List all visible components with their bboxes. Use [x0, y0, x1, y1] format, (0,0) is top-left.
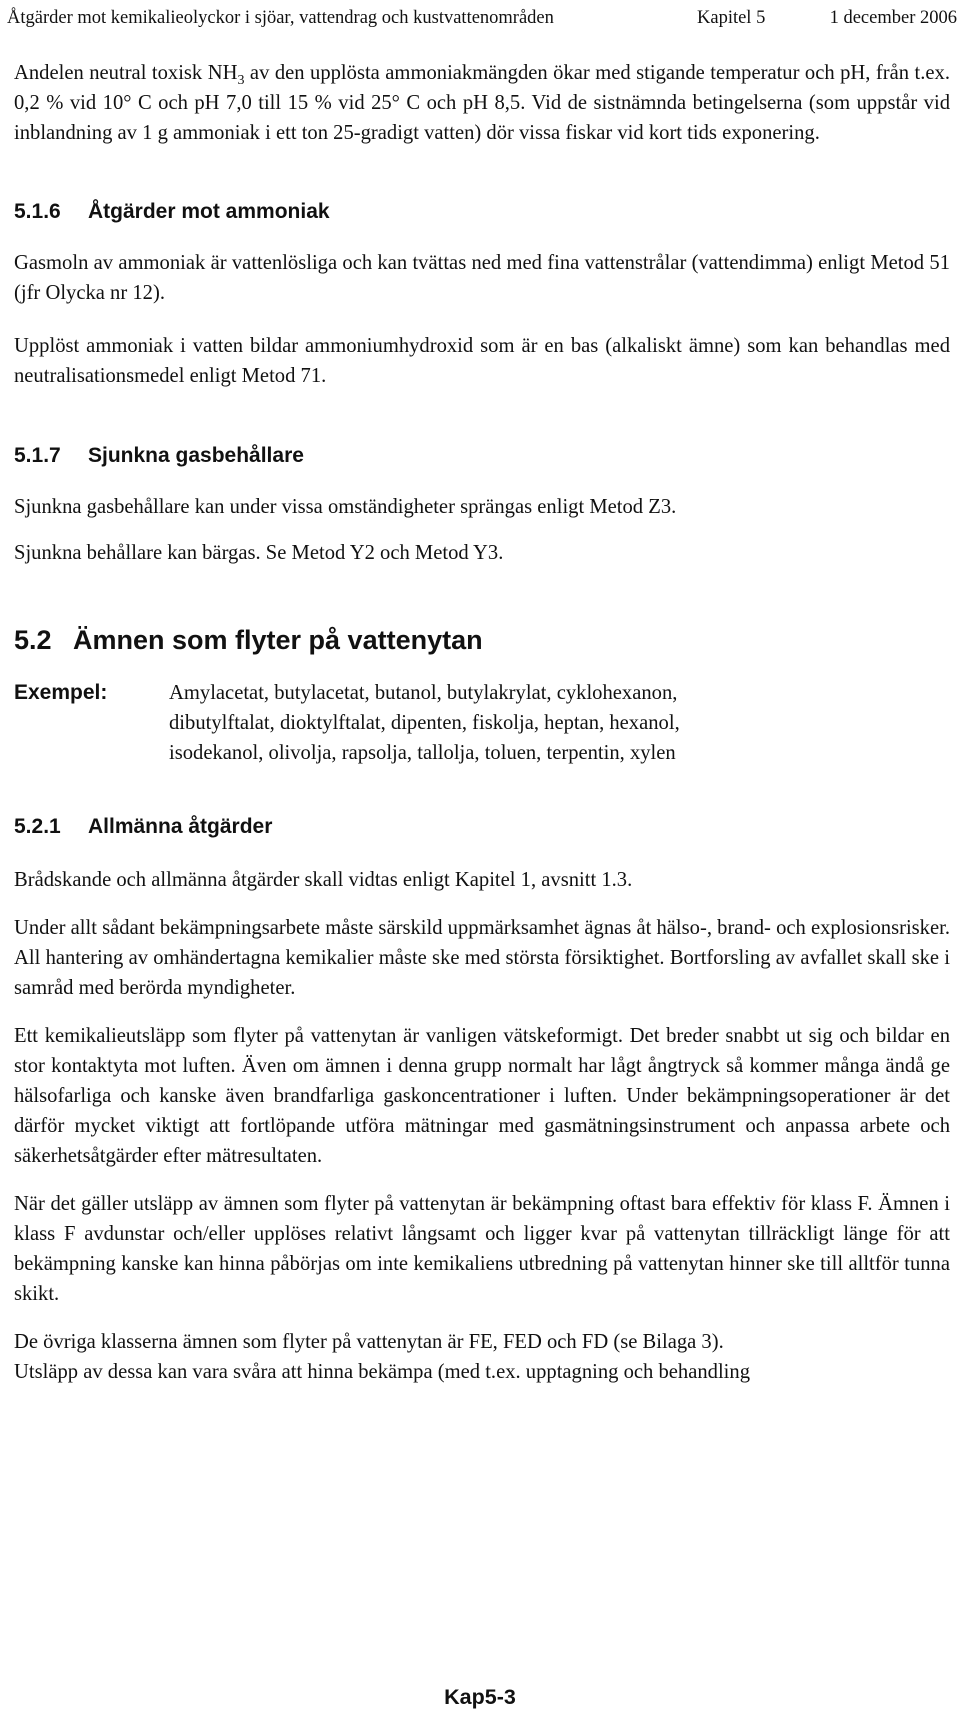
paragraph-salvage: Sjunkna behållare kan bärgas. Se Metod Y2 och Metod Y3.: [14, 542, 504, 564]
section-heading-5-2-1: [14, 812, 950, 842]
example-label: Exempel:: [14, 681, 108, 704]
example-line: isodekanol, olivolja, rapsolja, tallolja, toluen, terpentin, xylen: [169, 742, 676, 764]
section-number: 5.1.7: [14, 444, 61, 467]
intro-text-start: Andelen neutral toxisk NH: [14, 62, 238, 84]
document-body: [14, 58, 950, 1387]
section-number: 5.1.6: [14, 200, 61, 223]
section-title: Åtgärder mot ammoniak: [88, 200, 330, 223]
paragraph-floating-release: Ett kemikalieutsläpp som flyter på vattenytan är vanligen vätskeformigt. Det breder snabbt ut sig och bildar en stor kontaktyta mot luften. Även om ämnen i denna grupp normalt har lågt ångtryck så kommer många ändå ge hälsofarliga och kanske även brandfarliga gaskoncentrationer i luften. Under bekämpningsoperationer är det därför mycket viktigt att fortlöpande utföra mätningar med gasmätningsinstrument och anpassa arbete och säkerhetsåtgärder efter mätresultaten.: [14, 1025, 950, 1167]
header-date: 1 december 2006: [829, 8, 957, 28]
paragraph-ammonia-gas: Gasmoln av ammoniak är vattenlösliga och kan tvättas ned med fina vattenstrålar (vattendimma) enligt Metod 51 (jfr Olycka nr 12).: [14, 252, 950, 304]
example-line: Amylacetat, butylacetat, butanol, butylakrylat, cyklohexanon,: [169, 682, 678, 704]
page-number-footer: Kap5-3: [444, 1685, 516, 1709]
section-number: 5.2: [14, 625, 52, 655]
section-heading-5-2: [14, 622, 950, 658]
example-line: dibutylftalat, dioktylftalat, dipenten, fiskolja, heptan, hexanol,: [169, 712, 680, 734]
intro-text-end: av den upplösta ammoniakmängden ökar med stigande temperatur och pH, från t.ex. 0,2 % vid 10° C och pH 7,0 till 15 % vid 25° C och pH 8,5. Vid de sistnämnda betingelserna (som uppstår vid inblandning av 1 g ammoniak i ett ton 25-gradigt vatten) dör vissa fiskar vid kort tids exponering.: [14, 62, 951, 144]
section-title: Allmänna åtgärder: [88, 815, 273, 838]
section-title: Sjunkna gasbehållare: [88, 444, 304, 467]
header-chapter: Kapitel 5: [697, 8, 766, 28]
paragraph-ammonia-dissolved: Upplöst ammoniak i vatten bildar ammoniumhydroxid som är en bas (alkaliskt ämne) som kan behandlas med neutralisationsmedel enligt Metod 71.: [14, 335, 950, 387]
paragraph-class-f: När det gäller utsläpp av ämnen som flyter på vattenytan är bekämpning oftast bara effektiv för klass F. Ämnen i klass F avdunstar och/eller upplöses relativt långsamt och ligger kvar på vattenytan tillräckligt länge för att bekämpning kanske kan hinna påbörjas om inte kemikaliens utbredning på vattenytan hinner ske till alltför tunna skikt.: [14, 1193, 950, 1305]
section-heading-5-1-7: [14, 441, 950, 471]
example-substance-list: [169, 678, 950, 768]
text-line: Utsläpp av dessa kan vara svåra att hinna bekämpa (med t.ex. upptagning och behandling: [14, 1361, 750, 1383]
section-heading-5-1-6: [14, 197, 950, 227]
example-block: [14, 678, 950, 768]
running-header: [7, 5, 957, 31]
paragraph-other-classes: [14, 1327, 950, 1387]
paragraph-safety-risks: Under allt sådant bekämpningsarbete måste särskild uppmärksamhet ägnas åt hälso-, brand- och explosionsrisker. All hantering av omhändertagna kemikalier måste ske med största försiktighet. Bortforsling av avfallet skall ske i samråd med berörda myndigheter.: [14, 917, 950, 999]
intro-paragraph: [14, 58, 950, 148]
text-line: De övriga klasserna ämnen som flyter på vattenytan är FE, FED och FD (se Bilaga 3).: [14, 1331, 724, 1353]
intro-subscript: 3: [237, 73, 245, 89]
header-title: Åtgärder mot kemikalieolyckor i sjöar, vattendrag och kustvattenområden: [7, 8, 554, 28]
paragraph-urgent-measures: Brådskande och allmänna åtgärder skall vidtas enligt Kapitel 1, avsnitt 1.3.: [14, 869, 633, 891]
paragraph-sunken-containers: Sjunkna gasbehållare kan under vissa omständigheter sprängas enligt Metod Z3.: [14, 496, 677, 518]
section-number: 5.2.1: [14, 815, 61, 838]
section-title: Ämnen som flyter på vattenytan: [73, 625, 483, 655]
